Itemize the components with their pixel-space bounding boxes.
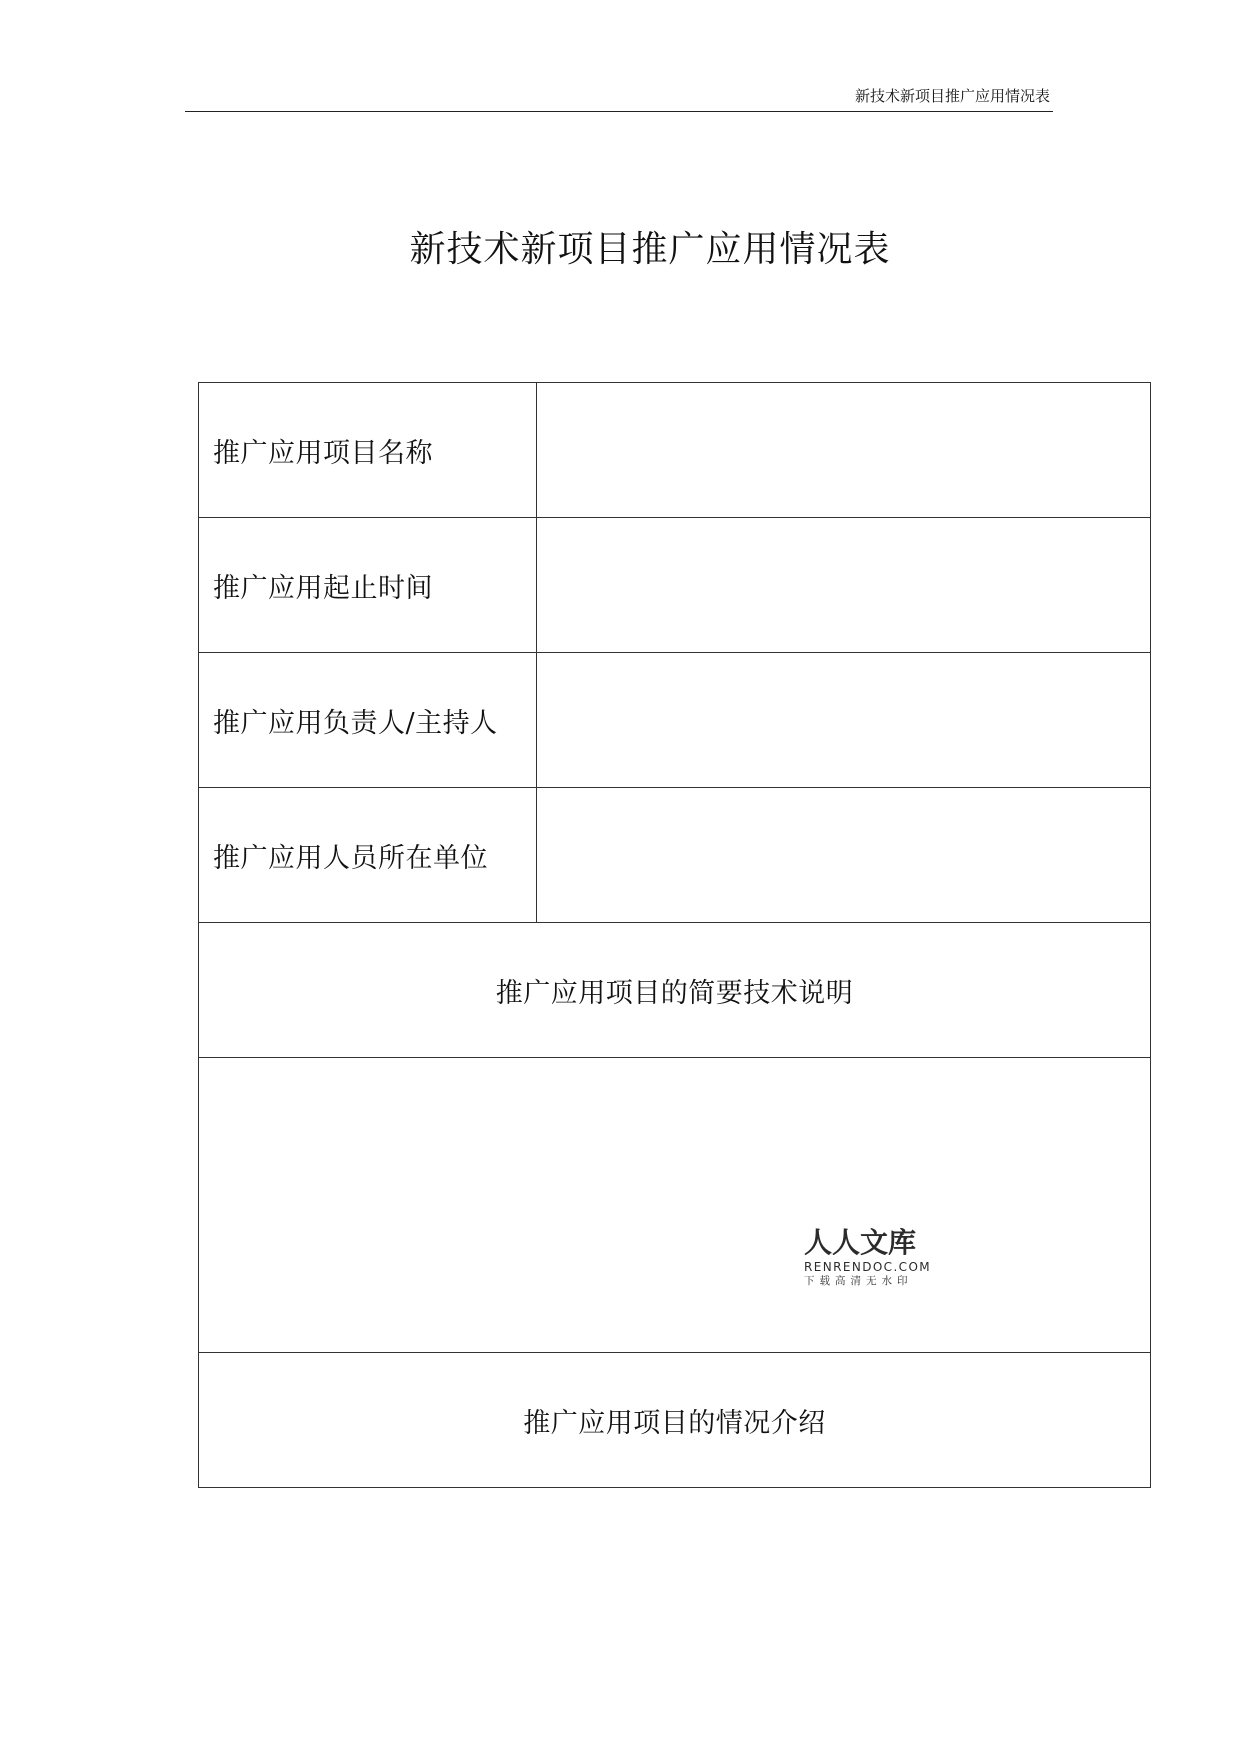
period-field[interactable]	[537, 518, 1151, 653]
form-row-tech-heading	[199, 923, 1151, 1058]
project-name-field[interactable]	[537, 383, 1151, 518]
watermark-logo-text: 人人文库	[804, 1226, 917, 1259]
form-row-leader	[199, 653, 1151, 788]
document-title: 新技术新项目推广应用情况表	[409, 229, 891, 270]
running-header: 新技术新项目推广应用情况表	[854, 87, 1050, 105]
promotion-form-table	[198, 382, 1151, 1488]
project-name-label: 推广应用项目名称	[199, 383, 537, 518]
watermark-tagline: 下载高清无水印	[804, 1275, 913, 1287]
watermark-domain: RENRENDOC.COM	[804, 1260, 932, 1274]
unit-label: 推广应用人员所在单位	[199, 788, 537, 923]
watermark-logo	[804, 1228, 934, 1288]
period-label: 推广应用起止时间	[199, 518, 537, 653]
project-intro-heading: 推广应用项目的情况介绍	[199, 1353, 1151, 1488]
unit-field[interactable]	[537, 788, 1151, 923]
tech-description-field[interactable]	[199, 1058, 1151, 1353]
leader-label: 推广应用负责人/主持人	[199, 653, 537, 788]
form-row-project-name	[199, 383, 1151, 518]
header-rule	[185, 111, 1053, 112]
form-row-period	[199, 518, 1151, 653]
form-row-intro-heading	[199, 1353, 1151, 1488]
form-row-unit	[199, 788, 1151, 923]
leader-field[interactable]	[537, 653, 1151, 788]
form-row-tech-content	[199, 1058, 1151, 1353]
tech-description-heading: 推广应用项目的简要技术说明	[199, 923, 1151, 1058]
